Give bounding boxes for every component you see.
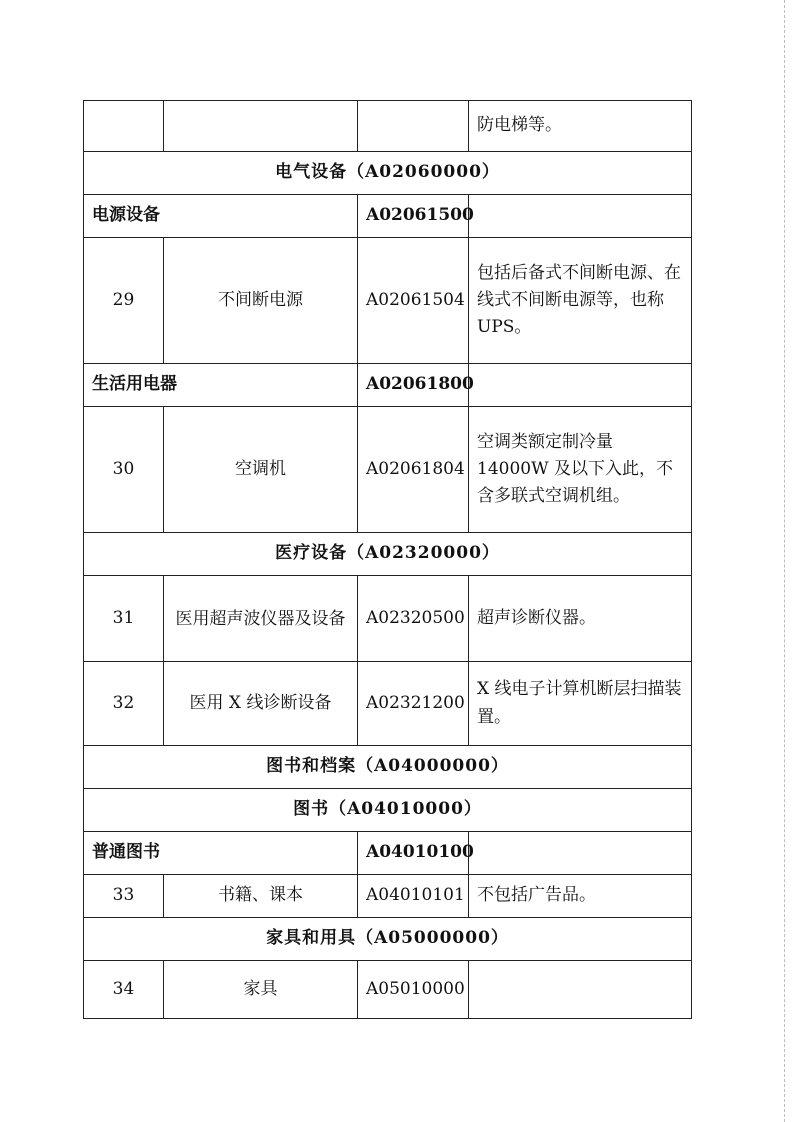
item-code: A02321200	[358, 662, 469, 746]
item-code: A05010000	[358, 961, 469, 1019]
section-title: 医疗设备（A02320000）	[84, 533, 692, 576]
item-code: A02061804	[358, 407, 469, 533]
section-row	[84, 789, 692, 832]
procurement-catalog-table	[83, 100, 692, 1019]
section-title: 家具和用具（A05000000）	[84, 918, 692, 961]
section-title: 图书和档案（A04000000）	[84, 746, 692, 789]
number-cell	[84, 101, 164, 152]
table-row	[84, 238, 692, 364]
group-name: 电源设备	[84, 195, 358, 238]
item-note: 包括后备式不间断电源、在线式不间断电源等，也称 UPS。	[469, 238, 692, 364]
section-row	[84, 918, 692, 961]
item-name: 家具	[164, 961, 358, 1019]
group-note-cell	[469, 195, 692, 238]
group-name: 生活用电器	[84, 364, 358, 407]
item-note	[469, 961, 692, 1019]
item-number: 33	[84, 875, 164, 918]
item-number: 30	[84, 407, 164, 533]
item-note: 不包括广告品。	[469, 875, 692, 918]
item-note-cell: 防电梯等。	[469, 101, 692, 152]
item-note: 超声诊断仪器。	[469, 576, 692, 662]
section-row	[84, 152, 692, 195]
item-name: 医用超声波仪器及设备	[164, 576, 358, 662]
item-code: A02061504	[358, 238, 469, 364]
item-number: 32	[84, 662, 164, 746]
group-code: A02061500	[358, 195, 469, 238]
item-code-cell	[358, 101, 469, 152]
item-note: X 线电子计算机断层扫描装置。	[469, 662, 692, 746]
group-row	[84, 364, 692, 407]
group-row	[84, 832, 692, 875]
item-name: 不间断电源	[164, 238, 358, 364]
section-row	[84, 746, 692, 789]
table-row	[84, 662, 692, 746]
group-note-cell	[469, 832, 692, 875]
item-number: 31	[84, 576, 164, 662]
group-name: 普通图书	[84, 832, 358, 875]
item-name: 医用 X 线诊断设备	[164, 662, 358, 746]
group-code: A02061800	[358, 364, 469, 407]
group-note-cell	[469, 364, 692, 407]
table-row	[84, 961, 692, 1019]
table-row	[84, 101, 692, 152]
item-note: 空调类额定制冷量 14000W 及以下入此，不含多联式空调机组。	[469, 407, 692, 533]
item-code: A04010101	[358, 875, 469, 918]
item-code: A02320500	[358, 576, 469, 662]
item-name: 空调机	[164, 407, 358, 533]
table-row	[84, 875, 692, 918]
section-title: 图书（A04010000）	[84, 789, 692, 832]
group-row	[84, 195, 692, 238]
section-title: 电气设备（A02060000）	[84, 152, 692, 195]
group-code: A04010100	[358, 832, 469, 875]
item-number: 34	[84, 961, 164, 1019]
item-name: 书籍、课本	[164, 875, 358, 918]
item-number: 29	[84, 238, 164, 364]
section-row	[84, 533, 692, 576]
table-row	[84, 576, 692, 662]
page-edge-line	[783, 0, 785, 1122]
table-row	[84, 407, 692, 533]
item-name-cell	[164, 101, 358, 152]
